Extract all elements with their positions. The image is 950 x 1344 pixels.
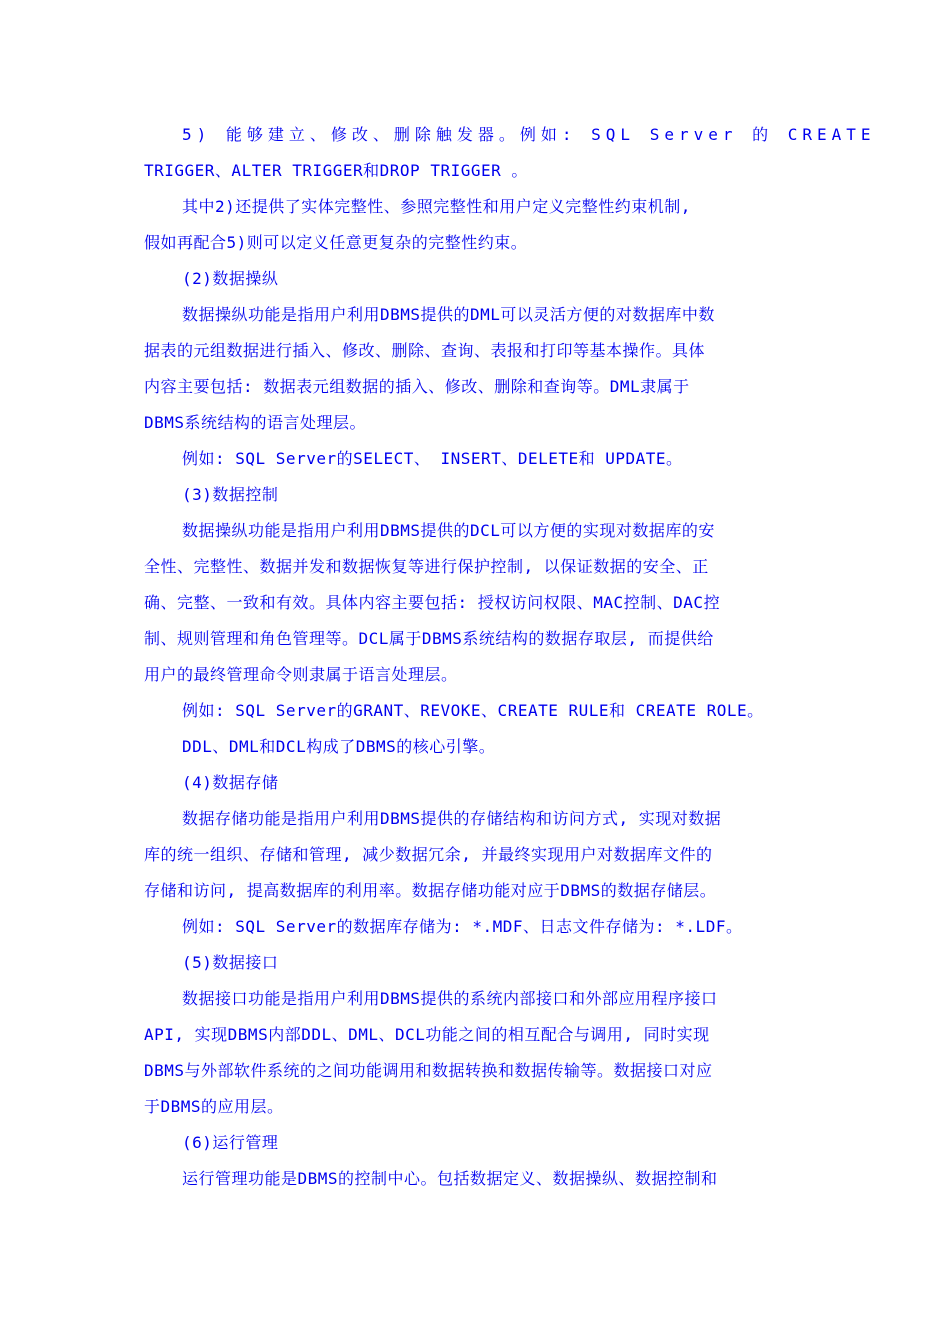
- text-line: 例如: SQL Server的数据库存储为: *.MDF、日志文件存储为: *.LDF。: [182, 917, 743, 936]
- text-line: DBMS系统结构的语言处理层。: [144, 413, 367, 432]
- text-line: 制、规则管理和角色管理等。DCL属于DBMS系统结构的数据存取层, 而提供给: [144, 629, 714, 648]
- text-line: 库的统一组织、存储和管理, 减少数据冗余, 并最终实现用户对数据库文件的: [144, 845, 713, 864]
- text-line: 运行管理功能是DBMS的控制中心。包括数据定义、数据操纵、数据控制和: [182, 1169, 718, 1188]
- text-line: 内容主要包括: 数据表元组数据的插入、修改、删除和查询等。DML隶属于: [144, 377, 690, 396]
- section-heading: (2)数据操纵: [182, 269, 279, 288]
- text-line: 于DBMS的应用层。: [144, 1097, 284, 1116]
- text-line: 5) 能够建立、修改、删除触发器。例如: SQL Server 的 CREATE: [182, 125, 876, 144]
- text-line: 数据操纵功能是指用户利用DBMS提供的DML可以灵活方便的对数据库中数: [182, 305, 715, 324]
- text-line: TRIGGER、ALTER TRIGGER和DROP TRIGGER 。: [144, 161, 528, 180]
- text-line: 用户的最终管理命令则隶属于语言处理层。: [144, 665, 458, 684]
- section-heading: (5)数据接口: [182, 953, 279, 972]
- text-line: 例如: SQL Server的SELECT、 INSERT、DELETE和 UPDATE。: [182, 449, 683, 468]
- text-line: 例如: SQL Server的GRANT、REVOKE、CREATE RULE和 CREATE ROLE。: [182, 701, 764, 720]
- section-heading: (3)数据控制: [182, 485, 279, 504]
- text-line: 数据操纵功能是指用户利用DBMS提供的DCL可以方便的实现对数据库的安: [182, 521, 715, 540]
- text-line: 据表的元组数据进行插入、修改、删除、查询、表报和打印等基本操作。具体: [144, 341, 706, 360]
- text-line: DDL、DML和DCL构成了DBMS的核心引擎。: [182, 737, 496, 756]
- document-body: [144, 117, 876, 1197]
- section-heading: (6)运行管理: [182, 1133, 279, 1152]
- text-line: 假如再配合5)则可以定义任意更复杂的完整性约束。: [144, 233, 528, 252]
- text-line: 全性、完整性、数据并发和数据恢复等进行保护控制, 以保证数据的安全、正: [144, 557, 709, 576]
- text-line: 数据接口功能是指用户利用DBMS提供的系统内部接口和外部应用程序接口: [182, 989, 718, 1008]
- text-line: 确、完整、一致和有效。具体内容主要包括: 授权访问权限、MAC控制、DAC控: [144, 593, 721, 612]
- section-heading: (4)数据存储: [182, 773, 279, 792]
- text-line: DBMS与外部软件系统的之间功能调用和数据转换和数据传输等。数据接口对应: [144, 1061, 713, 1080]
- text-line: 存储和访问, 提高数据库的利用率。数据存储功能对应于DBMS的数据存储层。: [144, 881, 717, 900]
- text-line: 其中2)还提供了实体完整性、参照完整性和用户定义完整性约束机制,: [182, 197, 691, 216]
- text-line: 数据存储功能是指用户利用DBMS提供的存储结构和访问方式, 实现对数据: [182, 809, 722, 828]
- text-line: API, 实现DBMS内部DDL、DML、DCL功能之间的相互配合与调用, 同时实现: [144, 1025, 710, 1044]
